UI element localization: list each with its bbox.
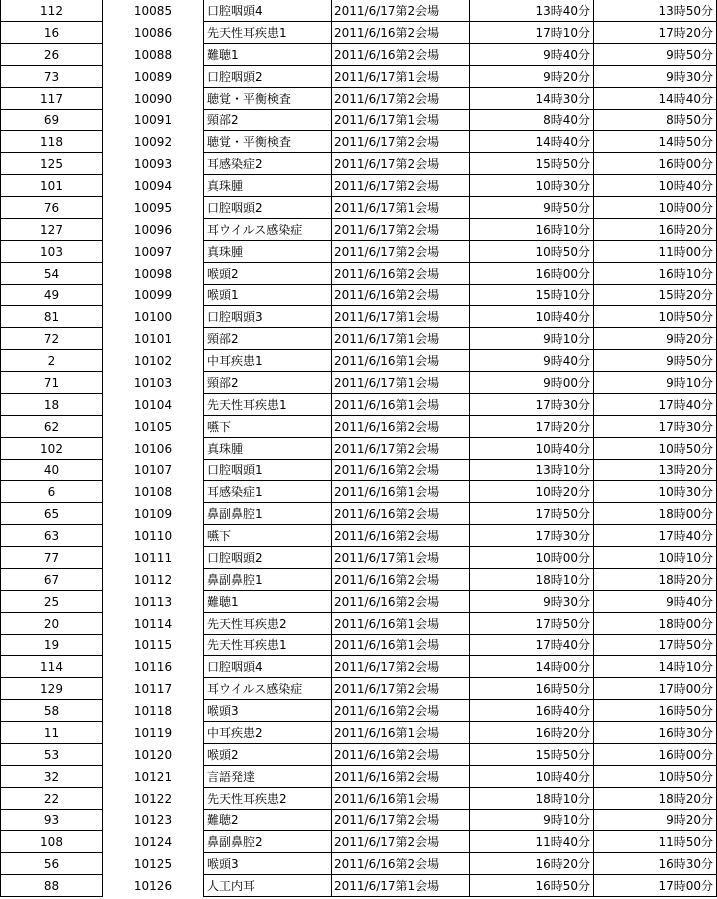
presentation-number-cell: 26 bbox=[0, 44, 103, 66]
end-time-cell: 10時10分 bbox=[594, 547, 717, 569]
table-row bbox=[0, 438, 717, 460]
session-name-cell: 先天性耳疾患1 bbox=[203, 634, 332, 656]
table-row bbox=[0, 766, 717, 788]
session-name-cell: 頸部2 bbox=[203, 372, 332, 394]
presentation-number-cell: 63 bbox=[0, 525, 103, 547]
date-venue-cell: 2011/6/17第2会場 bbox=[332, 241, 470, 263]
session-name-cell: 中耳疾患1 bbox=[203, 350, 332, 372]
end-time-cell: 8時50分 bbox=[594, 109, 717, 131]
session-name-cell: 耳感染症1 bbox=[203, 481, 332, 503]
session-name-cell: 口腔咽頭4 bbox=[203, 656, 332, 678]
date-venue-cell: 2011/6/17第1会場 bbox=[332, 875, 470, 897]
session-name-cell: 喉頭1 bbox=[203, 284, 332, 306]
start-time-cell: 10時50分 bbox=[470, 241, 594, 263]
session-name-cell: 口腔咽頭2 bbox=[203, 197, 332, 219]
end-time-cell: 17時40分 bbox=[594, 525, 717, 547]
presentation-number-cell: 125 bbox=[0, 153, 103, 175]
table-row bbox=[0, 263, 717, 285]
date-venue-cell: 2011/6/16第2会場 bbox=[332, 22, 470, 44]
abstract-id-cell: 10104 bbox=[133, 397, 173, 412]
abstract-id-cell: 10092 bbox=[133, 135, 173, 150]
abstract-id-cell: 10103 bbox=[133, 375, 173, 390]
abstract-id-cell: 10109 bbox=[133, 507, 173, 522]
session-name-cell: 真珠腫 bbox=[203, 241, 332, 263]
presentation-number-cell: 72 bbox=[0, 328, 103, 350]
date-venue-cell: 2011/6/17第1会場 bbox=[332, 306, 470, 328]
start-time-cell: 9時30分 bbox=[470, 591, 594, 613]
date-venue-cell: 2011/6/16第2会場 bbox=[332, 744, 470, 766]
date-venue-cell: 2011/6/17第2会場 bbox=[332, 175, 470, 197]
presentation-number-cell: 58 bbox=[0, 700, 103, 722]
presentation-number-cell: 88 bbox=[0, 875, 103, 897]
session-name-cell: 言語発達 bbox=[203, 766, 332, 788]
table-row bbox=[0, 241, 717, 263]
date-venue-cell: 2011/6/16第2会場 bbox=[332, 525, 470, 547]
abstract-id-cell: 10117 bbox=[133, 682, 173, 697]
start-time-cell: 14時40分 bbox=[470, 131, 594, 153]
end-time-cell: 16時50分 bbox=[594, 700, 717, 722]
start-time-cell: 18時10分 bbox=[470, 788, 594, 810]
start-time-cell: 15時50分 bbox=[470, 153, 594, 175]
end-time-cell: 10時50分 bbox=[594, 438, 717, 460]
abstract-id-cell: 10089 bbox=[133, 69, 173, 84]
end-time-cell: 11時50分 bbox=[594, 831, 717, 853]
end-time-cell: 17時30分 bbox=[594, 416, 717, 438]
table-row bbox=[0, 459, 717, 481]
end-time-cell: 9時50分 bbox=[594, 350, 717, 372]
presentation-number-cell: 129 bbox=[0, 678, 103, 700]
date-venue-cell: 2011/6/16第2会場 bbox=[332, 569, 470, 591]
start-time-cell: 17時20分 bbox=[470, 416, 594, 438]
presentation-number-cell: 65 bbox=[0, 503, 103, 525]
start-time-cell: 14時00分 bbox=[470, 656, 594, 678]
session-name-cell: 口腔咽頭2 bbox=[203, 547, 332, 569]
date-venue-cell: 2011/6/17第2会場 bbox=[332, 131, 470, 153]
session-name-cell: 口腔咽頭3 bbox=[203, 306, 332, 328]
abstract-id-cell: 10120 bbox=[133, 747, 173, 762]
table-row bbox=[0, 306, 717, 328]
end-time-cell: 17時00分 bbox=[594, 875, 717, 897]
presentation-number-cell: 102 bbox=[0, 438, 103, 460]
presentation-number-cell: 62 bbox=[0, 416, 103, 438]
end-time-cell: 16時00分 bbox=[594, 744, 717, 766]
end-time-cell: 18時00分 bbox=[594, 503, 717, 525]
start-time-cell: 9時10分 bbox=[470, 328, 594, 350]
presentation-number-cell: 69 bbox=[0, 109, 103, 131]
presentation-number-cell: 11 bbox=[0, 722, 103, 744]
table-row bbox=[0, 634, 717, 656]
date-venue-cell: 2011/6/17第2会場 bbox=[332, 0, 470, 22]
session-name-cell: 鼻副鼻腔1 bbox=[203, 503, 332, 525]
start-time-cell: 17時30分 bbox=[470, 525, 594, 547]
start-time-cell: 17時50分 bbox=[470, 503, 594, 525]
abstract-id-cell: 10121 bbox=[133, 769, 173, 784]
presentation-number-cell: 93 bbox=[0, 809, 103, 831]
abstract-id-cell: 10093 bbox=[133, 157, 173, 172]
date-venue-cell: 2011/6/16第2会場 bbox=[332, 766, 470, 788]
date-venue-cell: 2011/6/17第2会場 bbox=[332, 656, 470, 678]
abstract-id-cell: 10090 bbox=[133, 91, 173, 106]
abstract-id-cell: 10111 bbox=[133, 550, 173, 565]
abstract-id-cell: 10105 bbox=[133, 419, 173, 434]
end-time-cell: 9時50分 bbox=[594, 44, 717, 66]
table-row bbox=[0, 175, 717, 197]
session-name-cell: 真珠腫 bbox=[203, 438, 332, 460]
table-row bbox=[0, 503, 717, 525]
table-row bbox=[0, 284, 717, 306]
session-name-cell: 耳ウイルス感染症 bbox=[203, 219, 332, 241]
presentation-number-cell: 76 bbox=[0, 197, 103, 219]
date-venue-cell: 2011/6/17第1会場 bbox=[332, 372, 470, 394]
table-row bbox=[0, 831, 717, 853]
table-row bbox=[0, 328, 717, 350]
table-row bbox=[0, 700, 717, 722]
start-time-cell: 11時40分 bbox=[470, 831, 594, 853]
end-time-cell: 10時50分 bbox=[594, 766, 717, 788]
session-name-cell: 聴覚・平衡検査 bbox=[203, 131, 332, 153]
abstract-id-cell: 10108 bbox=[133, 485, 173, 500]
end-time-cell: 13時50分 bbox=[594, 0, 717, 22]
start-time-cell: 15時10分 bbox=[470, 284, 594, 306]
table-row bbox=[0, 569, 717, 591]
date-venue-cell: 2011/6/16第2会場 bbox=[332, 284, 470, 306]
end-time-cell: 9時20分 bbox=[594, 328, 717, 350]
date-venue-cell: 2011/6/17第2会場 bbox=[332, 678, 470, 700]
start-time-cell: 17時40分 bbox=[470, 634, 594, 656]
presentation-number-cell: 108 bbox=[0, 831, 103, 853]
session-name-cell: 嚥下 bbox=[203, 525, 332, 547]
presentation-number-cell: 54 bbox=[0, 263, 103, 285]
presentation-number-cell: 67 bbox=[0, 569, 103, 591]
start-time-cell: 16時50分 bbox=[470, 875, 594, 897]
session-name-cell: 頸部2 bbox=[203, 109, 332, 131]
end-time-cell: 17時40分 bbox=[594, 394, 717, 416]
start-time-cell: 18時10分 bbox=[470, 569, 594, 591]
start-time-cell: 9時50分 bbox=[470, 197, 594, 219]
end-time-cell: 9時40分 bbox=[594, 591, 717, 613]
date-venue-cell: 2011/6/16第2会場 bbox=[332, 700, 470, 722]
table-row bbox=[0, 481, 717, 503]
start-time-cell: 9時00分 bbox=[470, 372, 594, 394]
table-row bbox=[0, 809, 717, 831]
start-time-cell: 16時10分 bbox=[470, 219, 594, 241]
session-name-cell: 先天性耳疾患1 bbox=[203, 22, 332, 44]
start-time-cell: 10時40分 bbox=[470, 438, 594, 460]
date-venue-cell: 2011/6/17第1会場 bbox=[332, 66, 470, 88]
table-row bbox=[0, 372, 717, 394]
presentation-number-cell: 117 bbox=[0, 88, 103, 110]
date-venue-cell: 2011/6/17第2会場 bbox=[332, 153, 470, 175]
session-name-cell: 喉頭2 bbox=[203, 744, 332, 766]
abstract-id-cell: 10102 bbox=[133, 354, 173, 368]
presentation-number-cell: 6 bbox=[0, 481, 103, 503]
abstract-id-cell: 10101 bbox=[133, 332, 173, 347]
date-venue-cell: 2011/6/17第2会場 bbox=[332, 88, 470, 110]
date-venue-cell: 2011/6/16第1会場 bbox=[332, 394, 470, 416]
end-time-cell: 18時20分 bbox=[594, 569, 717, 591]
abstract-id-cell: 10099 bbox=[133, 288, 173, 303]
table-row bbox=[0, 66, 717, 88]
abstract-id-cell: 10110 bbox=[133, 529, 173, 543]
presentation-number-cell: 101 bbox=[0, 175, 103, 197]
date-venue-cell: 2011/6/17第2会場 bbox=[332, 219, 470, 241]
table-row bbox=[0, 416, 717, 438]
session-name-cell: 先天性耳疾患1 bbox=[203, 394, 332, 416]
end-time-cell: 10時30分 bbox=[594, 481, 717, 503]
date-venue-cell: 2011/6/16第1会場 bbox=[332, 481, 470, 503]
table-row bbox=[0, 394, 717, 416]
session-name-cell: 難聴2 bbox=[203, 809, 332, 831]
end-time-cell: 16時30分 bbox=[594, 853, 717, 875]
start-time-cell: 10時00分 bbox=[470, 547, 594, 569]
date-venue-cell: 2011/6/17第1会場 bbox=[332, 547, 470, 569]
abstract-id-cell: 10098 bbox=[133, 266, 173, 281]
table-row bbox=[0, 613, 717, 635]
abstract-id-cell: 10118 bbox=[133, 704, 173, 718]
start-time-cell: 10時30分 bbox=[470, 175, 594, 197]
abstract-id-cell: 10114 bbox=[133, 616, 173, 631]
session-name-cell: 耳ウイルス感染症 bbox=[203, 678, 332, 700]
date-venue-cell: 2011/6/17第2会場 bbox=[332, 831, 470, 853]
date-venue-cell: 2011/6/16第1会場 bbox=[332, 788, 470, 810]
abstract-id-cell: 10100 bbox=[133, 310, 173, 325]
end-time-cell: 13時20分 bbox=[594, 459, 717, 481]
session-name-cell: 人工内耳 bbox=[203, 875, 332, 897]
start-time-cell: 10時40分 bbox=[470, 766, 594, 788]
date-venue-cell: 2011/6/17第2会場 bbox=[332, 809, 470, 831]
date-venue-cell: 2011/6/17第2会場 bbox=[332, 438, 470, 460]
session-name-cell: 嚥下 bbox=[203, 416, 332, 438]
start-time-cell: 9時10分 bbox=[470, 809, 594, 831]
table-row bbox=[0, 131, 717, 153]
end-time-cell: 17時00分 bbox=[594, 678, 717, 700]
session-name-cell: 真珠腫 bbox=[203, 175, 332, 197]
start-time-cell: 16時40分 bbox=[470, 700, 594, 722]
abstract-id-cell: 10125 bbox=[133, 857, 173, 872]
presentation-number-cell: 49 bbox=[0, 284, 103, 306]
table-row bbox=[0, 853, 717, 875]
end-time-cell: 10時00分 bbox=[594, 197, 717, 219]
date-venue-cell: 2011/6/16第2会場 bbox=[332, 459, 470, 481]
abstract-id-cell: 10115 bbox=[133, 638, 173, 653]
table-row bbox=[0, 547, 717, 569]
presentation-number-cell: 103 bbox=[0, 241, 103, 263]
date-venue-cell: 2011/6/16第1会場 bbox=[332, 634, 470, 656]
table-row bbox=[0, 350, 717, 372]
session-name-cell: 先天性耳疾患2 bbox=[203, 788, 332, 810]
table-row bbox=[0, 678, 717, 700]
presentation-number-cell: 16 bbox=[0, 22, 103, 44]
end-time-cell: 16時20分 bbox=[594, 219, 717, 241]
session-name-cell: 鼻副鼻腔2 bbox=[203, 831, 332, 853]
abstract-id-cell: 10088 bbox=[133, 47, 173, 62]
presentation-number-cell: 71 bbox=[0, 372, 103, 394]
start-time-cell: 13時40分 bbox=[470, 0, 594, 22]
start-time-cell: 17時50分 bbox=[470, 613, 594, 635]
date-venue-cell: 2011/6/16第2会場 bbox=[332, 44, 470, 66]
presentation-number-cell: 118 bbox=[0, 131, 103, 153]
table-row bbox=[0, 153, 717, 175]
table-row bbox=[0, 656, 717, 678]
date-venue-cell: 2011/6/17第1会場 bbox=[332, 197, 470, 219]
abstract-id-cell: 10097 bbox=[133, 244, 173, 259]
table-row bbox=[0, 88, 717, 110]
table-row bbox=[0, 744, 717, 766]
presentation-number-cell: 56 bbox=[0, 853, 103, 875]
end-time-cell: 15時20分 bbox=[594, 284, 717, 306]
abstract-id-cell: 10091 bbox=[133, 113, 173, 128]
date-venue-cell: 2011/6/16第2会場 bbox=[332, 591, 470, 613]
session-name-cell: 喉頭3 bbox=[203, 700, 332, 722]
presentation-number-cell: 53 bbox=[0, 744, 103, 766]
session-name-cell: 口腔咽頭4 bbox=[203, 0, 332, 22]
date-venue-cell: 2011/6/16第2会場 bbox=[332, 416, 470, 438]
session-name-cell: 聴覚・平衡検査 bbox=[203, 88, 332, 110]
abstract-id-cell: 10107 bbox=[133, 463, 173, 478]
end-time-cell: 18時20分 bbox=[594, 788, 717, 810]
date-venue-cell: 2011/6/17第1会場 bbox=[332, 109, 470, 131]
session-name-cell: 難聴1 bbox=[203, 591, 332, 613]
start-time-cell: 15時50分 bbox=[470, 744, 594, 766]
table-row bbox=[0, 591, 717, 613]
start-time-cell: 13時10分 bbox=[470, 459, 594, 481]
table-row bbox=[0, 109, 717, 131]
abstract-id-cell: 10095 bbox=[133, 200, 173, 215]
presentation-number-cell: 19 bbox=[0, 634, 103, 656]
abstract-id-cell: 10112 bbox=[133, 572, 173, 587]
date-venue-cell: 2011/6/16第2会場 bbox=[332, 263, 470, 285]
table-row bbox=[0, 219, 717, 241]
abstract-id-cell: 10116 bbox=[133, 660, 173, 675]
start-time-cell: 16時20分 bbox=[470, 853, 594, 875]
start-time-cell: 16時50分 bbox=[470, 678, 594, 700]
abstract-id-cell: 10106 bbox=[133, 441, 173, 456]
abstract-id-cell: 10113 bbox=[133, 594, 173, 609]
table-row bbox=[0, 525, 717, 547]
end-time-cell: 17時20分 bbox=[594, 22, 717, 44]
end-time-cell: 14時50分 bbox=[594, 131, 717, 153]
end-time-cell: 16時00分 bbox=[594, 153, 717, 175]
session-name-cell: 耳感染症2 bbox=[203, 153, 332, 175]
abstract-id-cell: 10085 bbox=[133, 4, 173, 18]
abstract-id-cell: 10124 bbox=[133, 835, 173, 850]
end-time-cell: 11時00分 bbox=[594, 241, 717, 263]
session-name-cell: 鼻副鼻腔1 bbox=[203, 569, 332, 591]
end-time-cell: 9時30分 bbox=[594, 66, 717, 88]
start-time-cell: 17時10分 bbox=[470, 22, 594, 44]
start-time-cell: 9時20分 bbox=[470, 66, 594, 88]
end-time-cell: 14時40分 bbox=[594, 88, 717, 110]
start-time-cell: 16時00分 bbox=[470, 263, 594, 285]
presentation-number-cell: 20 bbox=[0, 613, 103, 635]
abstract-id-cell: 10123 bbox=[133, 813, 173, 828]
session-name-cell: 中耳疾患2 bbox=[203, 722, 332, 744]
presentation-number-cell: 40 bbox=[0, 459, 103, 481]
date-venue-cell: 2011/6/16第1会場 bbox=[332, 722, 470, 744]
date-venue-cell: 2011/6/16第2会場 bbox=[332, 853, 470, 875]
session-name-cell: 難聴1 bbox=[203, 44, 332, 66]
abstract-id-cell: 10126 bbox=[133, 879, 173, 893]
presentation-number-cell: 32 bbox=[0, 766, 103, 788]
table-row bbox=[0, 197, 717, 219]
table-row bbox=[0, 722, 717, 744]
presentation-number-cell: 25 bbox=[0, 591, 103, 613]
end-time-cell: 9時10分 bbox=[594, 372, 717, 394]
session-name-cell: 先天性耳疾患2 bbox=[203, 613, 332, 635]
table-row bbox=[0, 22, 717, 44]
date-venue-cell: 2011/6/17第1会場 bbox=[332, 328, 470, 350]
start-time-cell: 10時40分 bbox=[470, 306, 594, 328]
presentation-number-cell: 73 bbox=[0, 66, 103, 88]
presentation-number-cell: 2 bbox=[0, 350, 103, 372]
date-venue-cell: 2011/6/16第1会場 bbox=[332, 350, 470, 372]
presentation-number-cell: 127 bbox=[0, 219, 103, 241]
end-time-cell: 17時50分 bbox=[594, 634, 717, 656]
start-time-cell: 9時40分 bbox=[470, 350, 594, 372]
session-name-cell: 頸部2 bbox=[203, 328, 332, 350]
start-time-cell: 9時40分 bbox=[470, 44, 594, 66]
session-name-cell: 口腔咽頭1 bbox=[203, 459, 332, 481]
presentation-number-cell: 112 bbox=[0, 0, 103, 22]
presentation-number-cell: 114 bbox=[0, 656, 103, 678]
start-time-cell: 17時30分 bbox=[470, 394, 594, 416]
end-time-cell: 16時30分 bbox=[594, 722, 717, 744]
session-name-cell: 喉頭3 bbox=[203, 853, 332, 875]
start-time-cell: 16時20分 bbox=[470, 722, 594, 744]
start-time-cell: 10時20分 bbox=[470, 481, 594, 503]
presentation-number-cell: 81 bbox=[0, 306, 103, 328]
presentation-number-cell: 22 bbox=[0, 788, 103, 810]
abstract-id-cell: 10086 bbox=[133, 25, 173, 40]
presentation-number-cell: 18 bbox=[0, 394, 103, 416]
table-row bbox=[0, 875, 717, 897]
presentation-number-cell: 77 bbox=[0, 547, 103, 569]
table-row bbox=[0, 44, 717, 66]
date-venue-cell: 2011/6/16第2会場 bbox=[332, 503, 470, 525]
end-time-cell: 9時20分 bbox=[594, 809, 717, 831]
end-time-cell: 10時40分 bbox=[594, 175, 717, 197]
end-time-cell: 14時10分 bbox=[594, 656, 717, 678]
end-time-cell: 10時50分 bbox=[594, 306, 717, 328]
end-time-cell: 16時10分 bbox=[594, 263, 717, 285]
start-time-cell: 14時30分 bbox=[470, 88, 594, 110]
end-time-cell: 18時00分 bbox=[594, 613, 717, 635]
table-row bbox=[0, 788, 717, 810]
start-time-cell: 8時40分 bbox=[470, 109, 594, 131]
abstract-id-cell: 10119 bbox=[133, 725, 173, 740]
abstract-id-cell: 10096 bbox=[133, 222, 173, 237]
table-row bbox=[0, 0, 717, 22]
abstract-id-cell: 10122 bbox=[133, 791, 173, 806]
abstract-id-cell: 10094 bbox=[133, 179, 173, 193]
session-name-cell: 喉頭2 bbox=[203, 263, 332, 285]
session-name-cell: 口腔咽頭2 bbox=[203, 66, 332, 88]
date-venue-cell: 2011/6/16第1会場 bbox=[332, 613, 470, 635]
